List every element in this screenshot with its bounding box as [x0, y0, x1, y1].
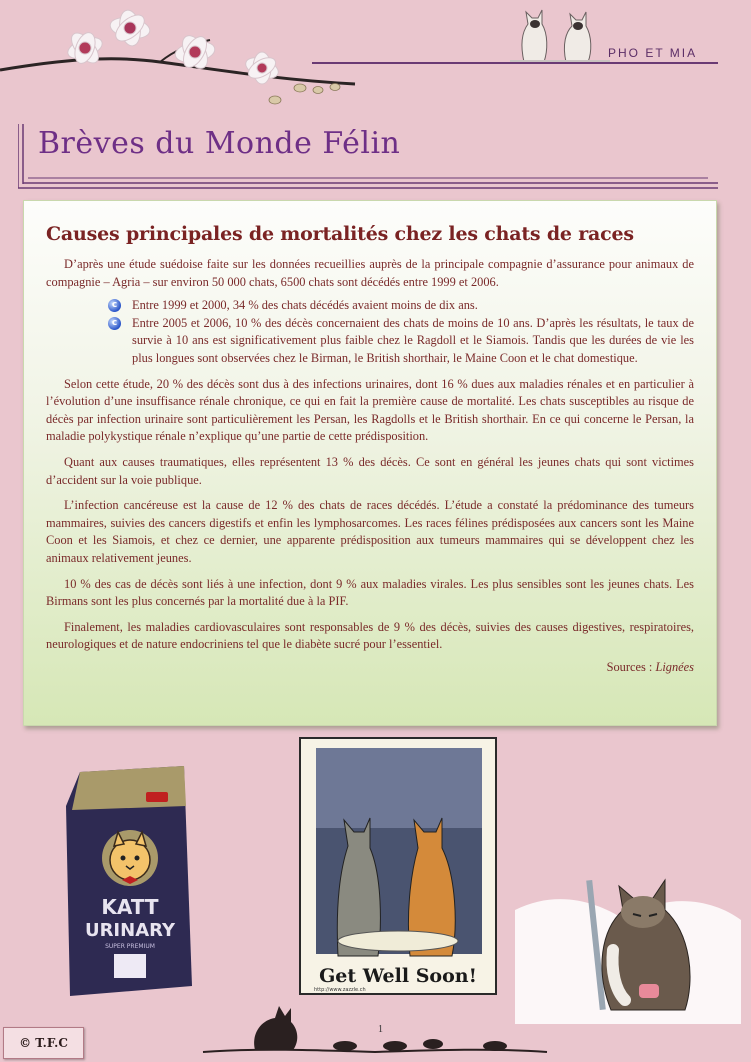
poster-caption: Get Well Soon! [319, 965, 477, 987]
bag-brand-text: KATT [101, 895, 159, 919]
section-title: Brèves du Monde Félin [38, 126, 401, 161]
footer-cats-decoration [195, 998, 555, 1062]
header-rule [312, 62, 718, 64]
article-paragraph: L’infection cancéreuse est la cause de 12 % des chats de races décédés. L’étude a constaté la prédominance des tumeurs mammaires, suivies des cancers digestifs et enfin les lymphosarcomes. Les races félines prédisposées aux cancers sont les Maine Coon et les Siamois, et chez ce dernier, une apparente prédisposition aux tumeurs mammaires qui se développent chez les animaux relativement jeunes. [46, 498, 694, 565]
get-well-soon-poster [298, 736, 498, 996]
sources-value: Lignées [655, 659, 694, 674]
poster-url: http://www.zazzle.ch [314, 987, 366, 993]
bullet-text: Entre 2005 et 2006, 10 % des décès concernaient des chats de moins de 10 ans. D’après les résultats, le taux de survie à 10 ans est significativement plus faible chez le Ragdoll et le Siamois. Tandis que les durées de vie les plus longues sont observées chez le Birman, le British shorthair, le Maine Coon et le chat domestique. [132, 315, 694, 365]
article-paragraph: Quant aux causes traumatiques, elles représentent 13 % des décès. Ce sont en général les jeunes chats qui sont victimes d’accident sur la voie publique. [46, 454, 694, 487]
copyright-badge: © T.F.C [3, 1027, 84, 1059]
list-item [108, 315, 694, 368]
article-title: Causes principales de mortalités chez les chats de races [46, 223, 634, 245]
article-paragraph: Finalement, les maladies cardiovasculaires sont responsables de 9 % des décès, suivies des causes digestives, respiratoires, neurologiques et de nature endocriniens tel que le diabète sucré pour l’essentiel. [46, 619, 694, 652]
article-paragraph: 10 % des cas de décès sont liés à une infection, dont 9 % aux maladies virales. Les plus sensibles sont les jeunes chats. Les Birmans sont les plus concernés par la mortalité due à la PIF. [46, 576, 694, 609]
bag-product-text: URINARY [84, 920, 176, 941]
orchid-branch-decoration [0, 0, 370, 110]
bullet-text: Entre 1999 et 2000, 34 % des chats décédés avaient moins de dix ans. [132, 298, 478, 313]
sources-label: Sources : [606, 659, 653, 674]
siamese-cats-image [510, 4, 610, 64]
article-paragraph: Selon cette étude, 20 % des décès sont dus à des infections urinaires, dont 16 % dues aux maladies rénales et en particulier à l’évolution d’une insuffisance rénale chronique, ce qui en fait la première cause de mortalité. Les chats susceptibles au risque de décès par infection urinaire sont particulièrement les Persan, les Ragdolls et le British shorthair. En ce qui concerne le Persan, la maladie polykystique rénale n’explique qu’une partie de cette prédisposition. [46, 376, 694, 444]
cat-food-bag-image [62, 766, 196, 996]
copyright-bullet-icon: c [108, 299, 121, 312]
list-item [108, 297, 694, 315]
page-number: 1 [378, 1024, 383, 1035]
bullet-list [108, 297, 694, 367]
brand-label: PHO ET MIA [608, 46, 698, 60]
article-sources [46, 660, 694, 675]
article-intro: D’après une étude suédoise faite sur les données recueillies auprès de la principale compagnie d’assurance pour animaux de compagnie – Agria – sur environ 50 000 chats, 6500 chats sont décédés entre 1999 et 2006. [46, 257, 694, 289]
bag-sub-text: SUPER PREMIUM [105, 943, 155, 950]
article-box [23, 200, 717, 726]
copyright-bullet-icon: c [108, 317, 121, 330]
